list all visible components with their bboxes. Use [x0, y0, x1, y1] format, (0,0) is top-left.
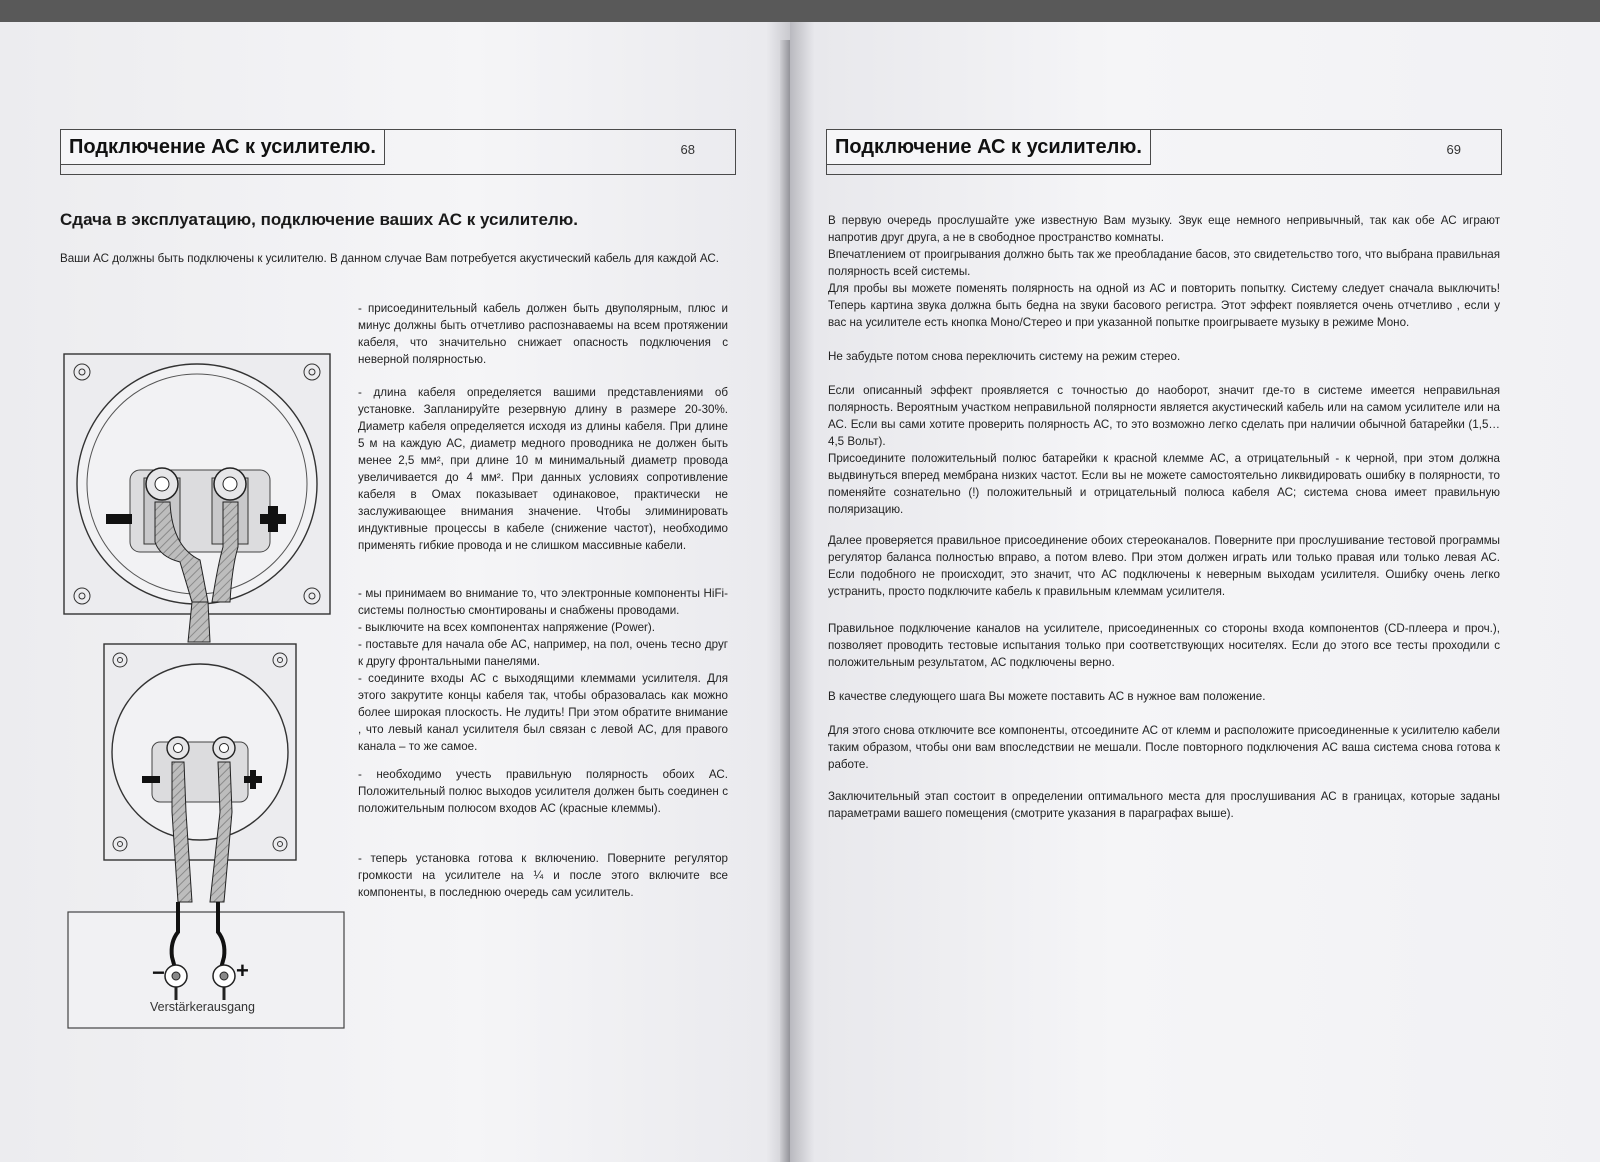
bullet-7: - необходимо учесть правильную полярность обоих АС. Положительный полюс выходов усилителя должен быть соединен с положительным полюсом входов АС (красные клеммы).: [358, 768, 728, 815]
bullet-8: - теперь установка готова к включению. Поверните регулятор громкости на усилителе на ¼ и после этого включите все компоненты, в последнюю очередь сам усилитель.: [358, 852, 728, 899]
right-paragraph-10: Для этого снова отключите все компоненты, отсоедините АС от клемм и расположите присоединенные к усилителю кабели таким образом, чтобы они вам впоследствии не мешали. После повторного подключения АС ваша система снова готова к работе.: [828, 724, 1500, 771]
bullet-1: - присоединительный кабель должен быть двуполярным, плюс и минус должны быть отчетливо распознаваемы на всем протяжении кабеля, что значительно снижает опасность подключения с неверной полярностью.: [358, 302, 728, 366]
left-page: [0, 22, 790, 1162]
right-paragraph-2: Впечатлением от проигрывания должно быть так же преобладание басов, это свидетельство того, что выбрана правильная полярность всей системы.: [828, 248, 1500, 278]
bullet-6: - соедините входы АС с выходящими клеммами усилителя. Для этого закрутите концы кабеля так, чтобы образовалась как можно более широкая плоскость. Не лудить! При этом обратите внимание , что левый канал усилителя был связан с левой АС, для правого канала – то же самое.: [358, 672, 728, 753]
right-paragraph-7: Далее проверяется правильное присоединение обоих стереоканалов. Поверните при прослушивание тестовой программы регулятор баланса полностью вправо, а потом влево. При этом должен играть или только правая или только левая АС. Если подобного не происходит, это значит, что АС подключены к неверным выходам усилителя. Ошибку очень легко устранить, просто подключите кабель к правильным клеммам усилителя.: [828, 534, 1500, 598]
right-paragraph-4: Не забудьте потом снова переключить систему на режим стерео.: [828, 350, 1181, 363]
amp-output-label: Verstärkerausgang: [150, 1000, 255, 1014]
bullet-3: - мы принимаем во внимание то, что электронные компоненты HiFi-системы полностью смонтированы и снабжены проводами.: [358, 587, 728, 617]
right-paragraph-8: Правильное подключение каналов на усилителе, присоединенных со стороны входа компонентов (CD-плеера и проч.), позволяет проводить тестовые испытания только при соответствующих носителях. Если до этого все тесты проходили с положительным результатом, АС подключены верно.: [828, 622, 1500, 669]
right-header-box: [826, 129, 1502, 175]
bullet-2: - длина кабеля определяется вашими представлениями об установке. Запланируйте резервную длину в размере 20-30%. Диаметр кабеля определяется исходя из длины кабеля. При длине 5 м на каждую АС, диаметр медного проводника не должен быть менее 2,5 мм², при длине 10 м минимальный диаметр провода увеличивается до 4 мм². При данных условиях сопротивление кабеля в Омах показывает одинаковое, практически не заслуживающее внимания значение. Чтобы элиминировать индуктивные процессы в кабеле (снижение частот), необходимо применять гибкие провода и не слишком массивные кабели.: [358, 386, 728, 552]
right-header-title: Подключение АС к усилителю.: [827, 130, 1151, 165]
section-heading: Сдача в эксплуатацию, подключение ваших АС к усилителю.: [60, 210, 579, 229]
bullet-4: - выключите на всех компонентах напряжение (Power).: [358, 621, 655, 634]
upper-speaker: [64, 354, 330, 614]
left-header-box: [60, 129, 736, 175]
right-paragraph-6: Присоедините положительный полюс батарейки к красной клемме АС, а отрицательный - к черной, при этом должна выдвинуться вперед мембрана низких частот. Если вы не можете самостоятельно ликвидировать ошибку в полярности, то поменяйте сознательно (!) положительный и отрицательный полюса кабеля АС; система снова имеет правильную поляризацию.: [828, 452, 1500, 516]
left-page-number: 68: [680, 142, 695, 157]
diagram-minus-sign: −: [152, 960, 165, 985]
speaker-connection-diagram: [60, 342, 352, 1032]
right-page: [790, 22, 1600, 1162]
intro-paragraph: Ваши АС должны быть подключены к усилителю. В данном случае Вам потребуется акустический кабель для каждой АС.: [60, 252, 719, 265]
right-paragraph-9: В качестве следующего шага Вы можете поставить АС в нужное вам положение.: [828, 690, 1266, 703]
right-paragraph-1: В первую очередь прослушайте уже известную Вам музыку. Звук еще немного непривычный, так как обе АС играют напротив друг друга, а не в свободное пространство комнаты.: [828, 214, 1500, 244]
right-paragraph-5: Если описанный эффект проявляется с точностью до наоборот, значит где-то в системе имеется неправильная полярность. Вероятным участком неправильной полярности является акустический кабель или на самом усилителе или на АС. Если вы сами хотите проверить полярность АС, то это возможно легко сделать при наличии обычной батарейки (1,5… 4,5 Вольт).: [828, 384, 1500, 448]
left-header-title: Подключение АС к усилителю.: [61, 130, 385, 165]
right-page-number: 69: [1446, 142, 1461, 157]
scan-top-edge: [0, 0, 1600, 22]
bullet-5: - поставьте для начала обе АС, например, на пол, очень тесно друг к другу фронтальными панелями.: [358, 638, 728, 668]
right-paragraph-11: Заключительный этап состоит в определении оптимального места для прослушивания АС в границах, которые заданы параметрами вашего помещения (смотрите указания в параграфах выше).: [828, 790, 1500, 820]
diagram-plus-sign: +: [236, 958, 249, 983]
lower-speaker: [104, 644, 296, 902]
right-paragraph-3: Для пробы вы можете поменять полярность на одной из АС и повторить попытку. Систему следует сначала выключить! Теперь картина звука должна быть бедна на звуки басового регистра. Этот эффект появляется очень отчетливо , если у вас на усилителе есть кнопка Моно/Стерео и при указанной попытке проигрываете музыку в режиме Моно.: [828, 282, 1500, 329]
